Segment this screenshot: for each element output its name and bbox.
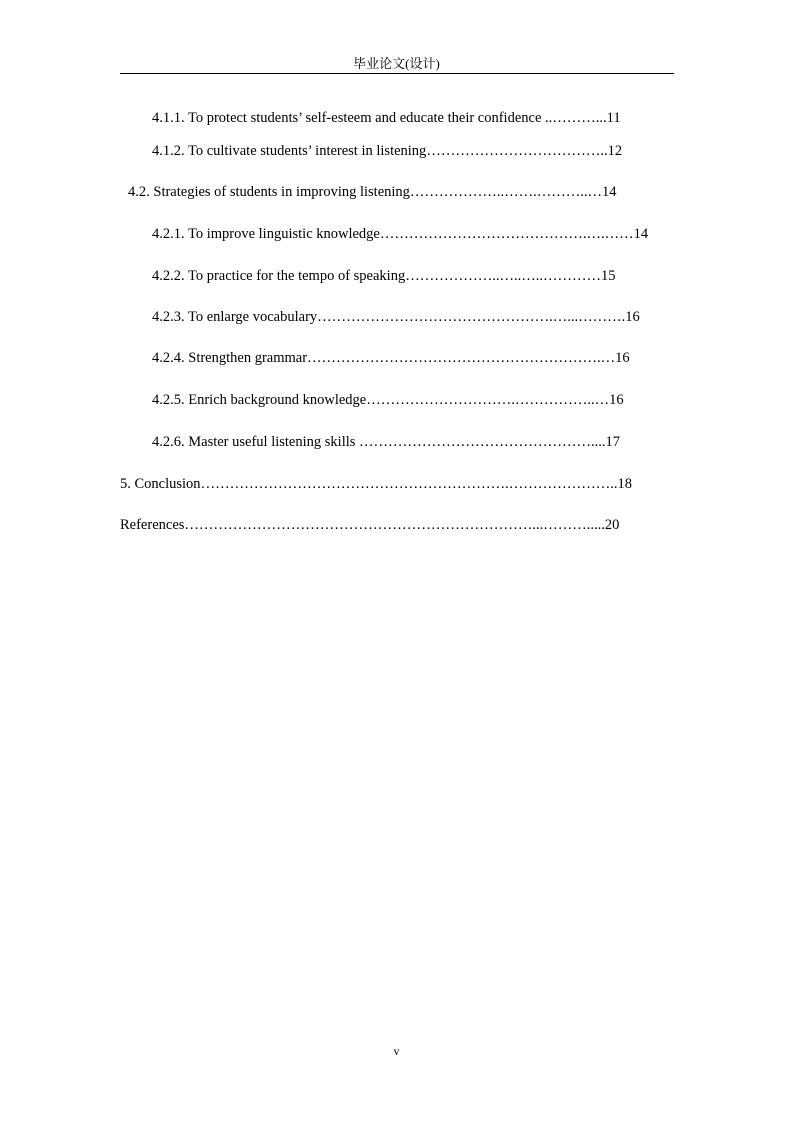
toc-entry-4-2-6[interactable] [152, 433, 620, 451]
toc-page-number: 14 [602, 184, 617, 200]
page-footer [0, 1044, 793, 1058]
toc-entry-4-1-1[interactable] [152, 109, 621, 127]
toc-entry-title: 4.2.6. Master useful listening skills [152, 434, 360, 450]
toc-page-number: 16 [625, 309, 640, 325]
toc-leader-dots: ………………..…….………..… [409, 184, 603, 200]
toc-page-number: 16 [609, 392, 624, 408]
toc-entry-4-2-5[interactable] [152, 391, 624, 409]
toc-entry-title: 4.2.4. Strengthen grammar [152, 350, 308, 366]
toc-entry-4-2-1[interactable] [152, 225, 648, 243]
toc-leader-dots: ……………………………………………………….………………….. [200, 476, 618, 492]
toc-entry-4-2[interactable] [128, 183, 617, 201]
toc-entry-4-2-3[interactable] [152, 308, 640, 326]
toc-entry-title: 4.1.2. To cultivate students’ interest in listening [152, 143, 427, 159]
toc-page-number: 15 [600, 268, 616, 284]
toc-entry-title: References [120, 517, 185, 533]
toc-entry-title: 4.2.3. To enlarge vocabulary [152, 309, 318, 325]
page-header [0, 56, 793, 72]
toc-entry-4-1-2[interactable] [152, 142, 622, 160]
toc-leader-dots: ………………………………………….... [359, 434, 606, 450]
toc-entry-references[interactable] [120, 516, 619, 534]
toc-entry-title: 4.2.1. To improve linguistic knowledge [152, 226, 380, 242]
toc-entry-4-2-4[interactable] [152, 349, 630, 367]
toc-entry-title: 4.2. Strategies of students in improving listening [128, 184, 410, 200]
toc-leader-dots: ………………………………………….…...………. [317, 309, 626, 325]
header-rule [120, 73, 674, 74]
toc-entry-conclusion[interactable] [120, 475, 632, 493]
toc-page-number: 11 [606, 110, 621, 126]
toc-leader-dots: ……………………………….. [426, 143, 608, 159]
toc-entry-title: 4.2.5. Enrich background knowledge [152, 392, 367, 408]
footer-page-number: v [393, 1044, 400, 1058]
toc-page-number: 14 [633, 226, 649, 242]
toc-leader-dots: ………………………….……………..… [366, 392, 610, 408]
toc-leader-dots: ………………………………………………………………...………..... [184, 517, 605, 533]
toc-leader-dots: …………………………………….….…… [379, 226, 634, 242]
toc-page-number: 12 [607, 143, 623, 159]
toc-page-number: 20 [604, 517, 620, 533]
toc-page-number: 16 [615, 350, 630, 366]
toc-entry-title: 5. Conclusion [120, 476, 201, 492]
toc-entry-4-2-2[interactable] [152, 267, 615, 285]
toc-page-number: 17 [605, 434, 621, 450]
toc-entry-title: 4.1.1. To protect students’ self-esteem and educate their confidence [152, 110, 546, 126]
toc-leader-dots: ..………... [545, 110, 607, 126]
header-title: 毕业论文(设计) [353, 56, 440, 71]
toc-page-number: 18 [617, 476, 632, 492]
toc-leader-dots: ………………..…..…..………… [405, 268, 601, 284]
toc-leader-dots: …………………………………………………….… [307, 350, 616, 366]
toc-entry-title: 4.2.2. To practice for the tempo of speaking [152, 268, 406, 284]
